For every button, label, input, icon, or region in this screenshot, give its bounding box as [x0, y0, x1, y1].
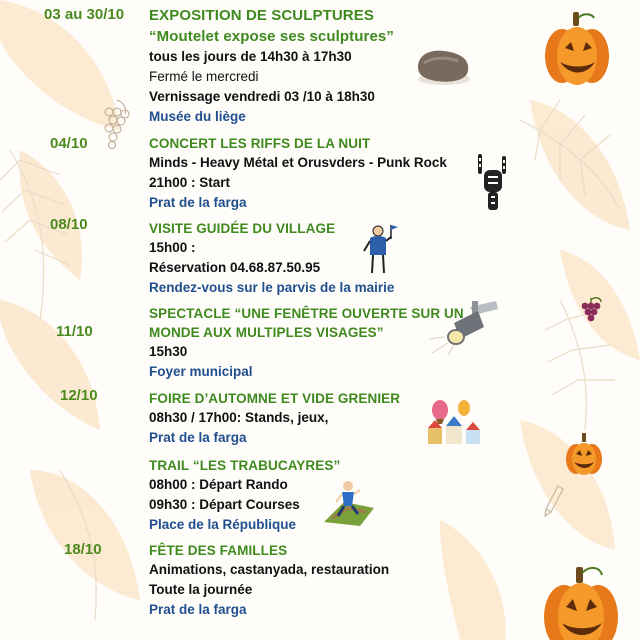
event-schedule: 08h30 / 17h00: Stands, jeux,	[149, 410, 329, 425]
event-schedule: tous les jours de 14h30 à 17h30	[149, 49, 352, 64]
event-title: FOIRE D’AUTOMNE ET VIDE GRENIER	[149, 391, 401, 406]
stone-sculpture-icon	[414, 45, 472, 87]
event-date: 08/10	[50, 216, 88, 233]
event-subtitle: “Moutelet expose ses sculptures”	[149, 28, 394, 45]
event-title: EXPOSITION DE SCULPTURES	[149, 7, 374, 24]
event-rando: 08h00 : Départ Rando	[149, 477, 288, 492]
event-title: CONCERT LES RIFFS DE LA NUIT	[149, 136, 371, 151]
event-date: 04/10	[50, 135, 88, 152]
event-date: 03 au 30/10	[44, 6, 125, 23]
event-time: 21h00 : Start	[149, 175, 231, 190]
event-location: Prat de la farga	[149, 602, 247, 617]
event-time: 15h30	[149, 344, 188, 359]
event-date: 11/10	[56, 323, 93, 340]
event-vernissage: Vernissage vendredi 03 /10 à 18h30	[149, 89, 375, 104]
event-note: Fermé le mercredi	[149, 69, 259, 84]
event-location: Prat de la farga	[149, 195, 247, 210]
pumpkin-bottom-icon	[540, 565, 622, 640]
event-location: Foyer municipal	[149, 364, 253, 379]
event-location: Rendez-vous sur le parvis de la mairie	[149, 280, 395, 295]
event-location: Place de la République	[149, 517, 297, 532]
grapes-icon	[577, 296, 605, 326]
skeleton-rock-hand-icon	[470, 152, 514, 212]
event-concert	[149, 134, 479, 213]
pumpkin-icon	[540, 10, 614, 88]
event-bands: Minds - Heavy Métal et Orusvders - Punk Rock	[149, 155, 447, 170]
trail-runner-icon	[322, 478, 376, 528]
event-trail	[149, 456, 479, 535]
event-visite	[149, 219, 479, 298]
event-location: Musée du liège	[149, 109, 246, 124]
event-title-line1: SPECTACLE “UNE FENÊTRE OUVERTE SUR UN	[149, 306, 464, 321]
event-title: VISITE GUIDÉE DU VILLAGE	[149, 221, 336, 236]
pencil-icon	[543, 484, 565, 518]
event-courses: 09h30 : Départ Courses	[149, 497, 300, 512]
event-location: Prat de la farga	[149, 430, 247, 445]
fair-balloon-icon	[424, 398, 484, 444]
event-date: 12/10	[60, 387, 98, 404]
event-time: 15h00 :	[149, 240, 196, 255]
pumpkin-small-icon	[563, 432, 605, 476]
spotlight-icon	[426, 297, 504, 357]
tour-guide-icon	[360, 221, 400, 277]
event-duration: Toute la journée	[149, 582, 253, 597]
event-reservation: Réservation 04.68.87.50.95	[149, 260, 321, 275]
grapes-sketch-icon	[99, 98, 133, 150]
event-title: TRAIL “LES TRABUCAYRES”	[149, 458, 341, 473]
event-activities: Animations, castanyada, restauration	[149, 562, 390, 577]
event-title: FÊTE DES FAMILLES	[149, 543, 288, 558]
event-fete-familles	[149, 541, 479, 620]
event-date: 18/10	[64, 541, 102, 558]
event-title-line2: MONDE AUX MULTIPLES VISAGES”	[149, 325, 384, 340]
